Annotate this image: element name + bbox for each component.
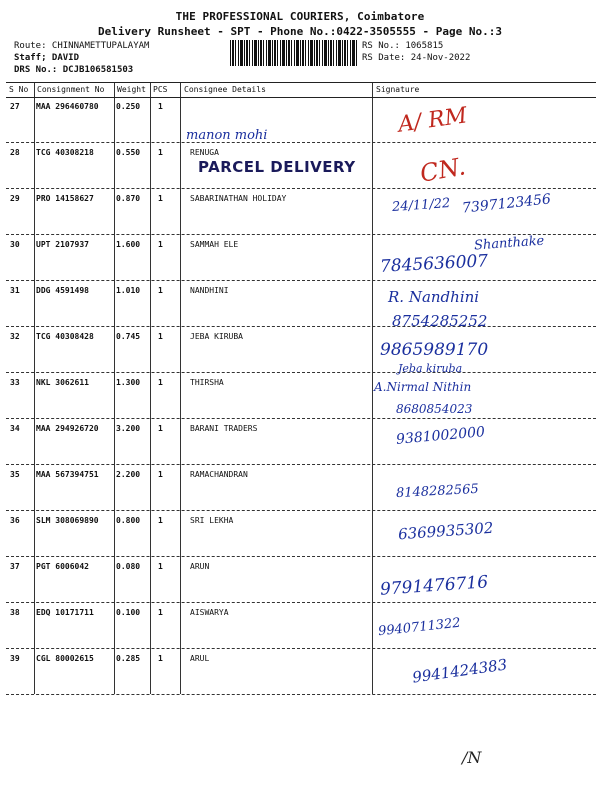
route-label: Route: CHINNAMETTUPALAYAM	[14, 41, 150, 51]
staff-label: Staff; DAVID	[14, 53, 80, 63]
row-sno: 29	[10, 194, 20, 203]
table-row	[6, 418, 596, 465]
table-row	[6, 556, 596, 603]
row-pcs: 1	[158, 562, 163, 571]
signature-38: 9940711322	[377, 615, 462, 640]
header-pcs: PCS	[153, 85, 168, 94]
row-pcs: 1	[158, 148, 163, 157]
row-consignee: NANDHINI	[190, 286, 229, 295]
row-consignee: ARUL	[190, 654, 210, 663]
signature-30: 7845636007	[379, 251, 489, 277]
row-weight: 0.745	[116, 332, 141, 341]
parcel-delivery-stamp: PARCEL DELIVERY	[198, 158, 356, 176]
row-sno: 28	[10, 148, 20, 157]
row-pcs: 1	[158, 654, 163, 663]
row-consignment: CGL 80002615	[36, 654, 94, 663]
row-weight: 1.600	[116, 240, 141, 249]
runsheet-subtitle: Delivery Runsheet - SPT - Phone No.:0422-3505555 - Page No.:3	[98, 25, 502, 38]
handwritten-consignee-name: manon mohi	[186, 128, 268, 143]
row-weight: 0.100	[116, 608, 141, 617]
row-consignment: DDG 4591498	[36, 286, 89, 295]
row-consignee: SRI LEKHA	[190, 516, 234, 525]
row-consignee: SABARINATHAN HOLIDAY	[190, 194, 287, 203]
row-pcs: 1	[158, 470, 163, 479]
row-weight: 2.200	[116, 470, 141, 479]
rs-number: RS No.: 1065815	[362, 41, 444, 51]
table-row	[6, 602, 596, 649]
table-row	[6, 372, 596, 419]
signature-29-date: 24/11/22	[391, 195, 451, 216]
row-sno: 38	[10, 608, 20, 617]
row-consignee: THIRSHA	[190, 378, 224, 387]
row-sno: 33	[10, 378, 20, 387]
row-sno: 30	[10, 240, 20, 249]
signature-32: 9865989170	[380, 340, 489, 360]
signature-29: 7397123456	[461, 191, 552, 217]
row-sno: 36	[10, 516, 20, 525]
table-row	[6, 280, 596, 327]
row-consignment: SLM 308069890	[36, 516, 99, 525]
signature-34: 9381002000	[395, 424, 486, 448]
row-sno: 31	[10, 286, 20, 295]
row-consignment: TCG 40308218	[36, 148, 94, 157]
row-pcs: 1	[158, 608, 163, 617]
row-weight: 0.250	[116, 102, 141, 111]
row-consignment: UPT 2107937	[36, 240, 89, 249]
row-pcs: 1	[158, 240, 163, 249]
row-sno: 39	[10, 654, 20, 663]
row-weight: 0.800	[116, 516, 141, 525]
signature-33-name: A.Nirmal Nithin	[374, 380, 472, 394]
row-pcs: 1	[158, 516, 163, 525]
table-row	[6, 326, 596, 373]
row-pcs: 1	[158, 286, 163, 295]
table-row	[6, 96, 596, 143]
header-weight: Weight	[117, 85, 146, 94]
row-consignee: RENUGA	[190, 148, 219, 157]
row-consignment: PRO 14158627	[36, 194, 94, 203]
row-sno: 35	[10, 470, 20, 479]
signature-39: 9941424383	[411, 655, 509, 687]
row-sno: 32	[10, 332, 20, 341]
row-sno: 37	[10, 562, 20, 571]
row-consignment: EDQ 10171711	[36, 608, 94, 617]
signature-32-name: Jeba kiruba	[398, 362, 463, 375]
row-pcs: 1	[158, 102, 163, 111]
row-consignee: SAMMAH ELE	[190, 240, 239, 249]
signature-28: CN.	[417, 152, 468, 188]
row-weight: 0.870	[116, 194, 141, 203]
row-pcs: 1	[158, 194, 163, 203]
row-consignee: JEBA KIRUBA	[190, 332, 243, 341]
row-consignment: MAA 294926720	[36, 424, 99, 433]
row-consignment: MAA 567394751	[36, 470, 99, 479]
signature-30-name: Shanthake	[473, 233, 545, 254]
header-sno: S No	[9, 85, 29, 94]
row-consignment: PGT 6006042	[36, 562, 89, 571]
row-pcs: 1	[158, 378, 163, 387]
row-consignment: TCG 40308428	[36, 332, 94, 341]
footer-mark: /N	[462, 748, 482, 767]
row-sno: 34	[10, 424, 20, 433]
row-consignee: RAMACHANDRAN	[190, 470, 248, 479]
signature-33: 8680854023	[396, 402, 473, 416]
signature-31-name: R. Nandhini	[388, 288, 480, 306]
row-sno: 27	[10, 102, 20, 111]
rs-date: RS Date: 24-Nov-2022	[362, 53, 471, 63]
row-consignee: BARANI TRADERS	[190, 424, 258, 433]
row-weight: 1.300	[116, 378, 141, 387]
row-consignment: MAA 296460780	[36, 102, 99, 111]
header-consignment: Consignment No	[37, 85, 105, 94]
header-consignee: Consignee Details	[184, 85, 266, 94]
signature-36: 6369935302	[397, 518, 494, 544]
row-consignee: AISWARYA	[190, 608, 229, 617]
drs-number: DRS No.: DCJB106581503	[14, 65, 134, 75]
header-signature: Signature	[376, 85, 420, 94]
row-pcs: 1	[158, 424, 163, 433]
row-consignee: ARUN	[190, 562, 210, 571]
row-weight: 0.285	[116, 654, 141, 663]
barcode	[230, 40, 358, 66]
signature-31: 8754285252	[392, 312, 488, 330]
table-row	[6, 510, 596, 557]
signature-35: 8148282565	[395, 481, 480, 502]
signature-37: 9791476716	[379, 572, 489, 600]
row-weight: 3.200	[116, 424, 141, 433]
row-weight: 0.080	[116, 562, 141, 571]
row-weight: 0.550	[116, 148, 141, 157]
signature-27: A/ RM	[396, 103, 469, 138]
table-row	[6, 464, 596, 511]
row-consignment: NKL 3062611	[36, 378, 89, 387]
row-pcs: 1	[158, 332, 163, 341]
runsheet-title: THE PROFESSIONAL COURIERS, Coimbatore	[175, 10, 425, 23]
row-weight: 1.010	[116, 286, 141, 295]
